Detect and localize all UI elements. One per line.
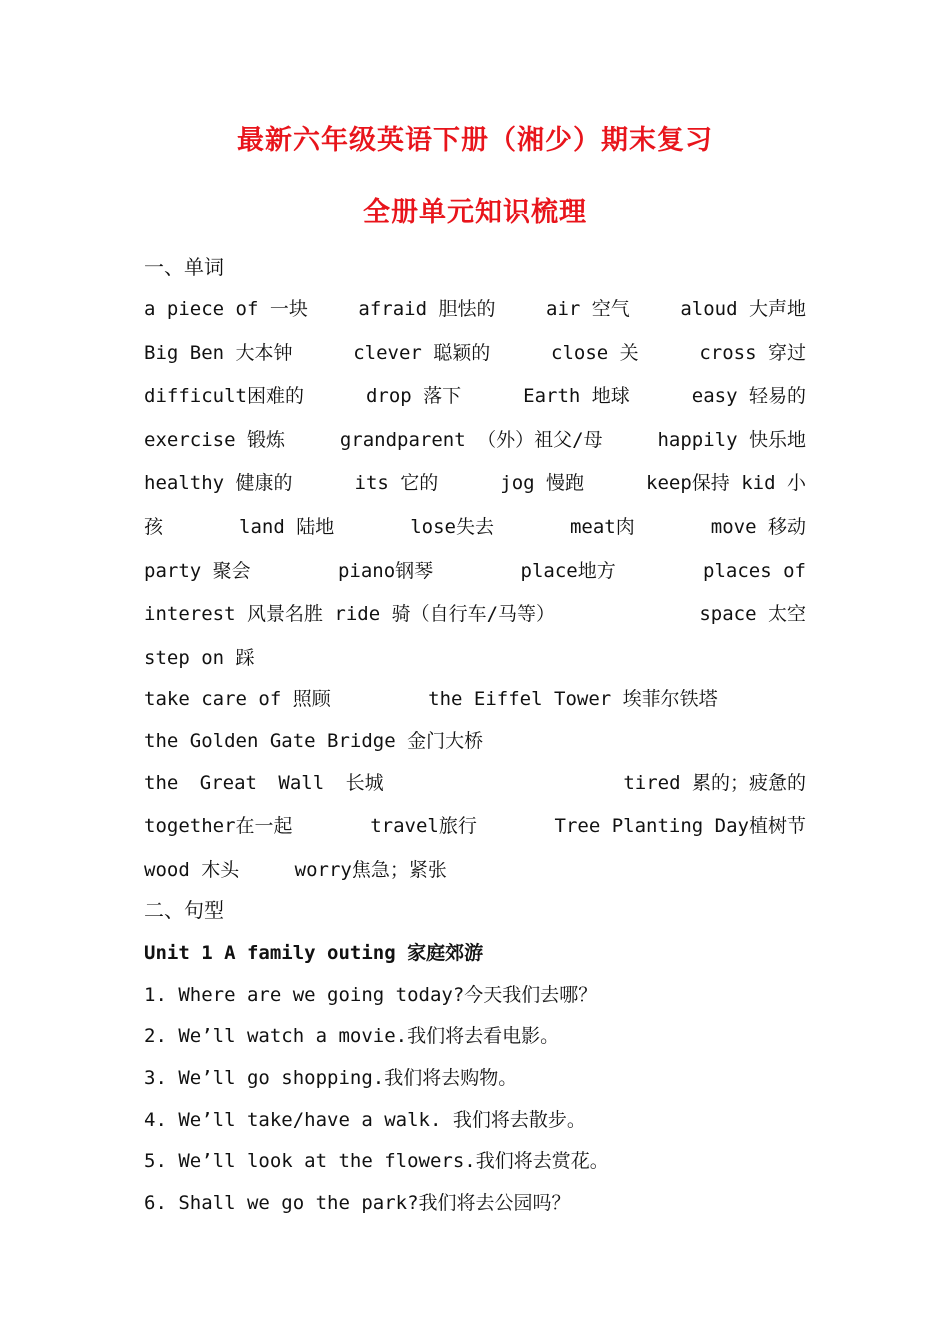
word-entry: drop 落下 [365,385,462,407]
word-entry: interest 风景名胜 ride 骑（自行车/马等） [144,603,556,625]
word-entry: wood 木头 [144,859,240,881]
word-entry: its 它的 [354,472,439,494]
word-entry: close 关 [551,342,639,364]
word-entry: the Great Wall 长城 [144,772,384,794]
word-entry: lose失去 [410,516,494,538]
word-line [144,471,806,495]
word-line [144,858,806,882]
word-line [144,814,806,838]
word-entry: party 聚会 [144,560,251,582]
document-title: 最新六年级英语下册（湘少）期末复习 [237,125,713,156]
word-entry: meat肉 [569,516,635,538]
sentence-item: 2. We’ll watch a movie.我们将去看电影。 [144,1025,560,1047]
word-line [144,341,806,365]
word-entry: healthy 健康的 [144,472,293,494]
word-line [144,559,806,583]
word-entry: grandparent （外）祖父/母 [339,429,603,451]
word-entry: air 空气 [546,298,630,320]
word-entry: move 移动 [710,516,806,538]
word-entry: keep保持 kid 小 [646,472,806,494]
word-entry: difficult困难的 [144,385,304,407]
word-entry: exercise 锻炼 [144,429,285,451]
word-line [144,646,806,670]
word-entry: clever 聪颖的 [353,342,491,364]
word-entry: easy 轻易的 [691,385,806,407]
word-entry: afraid 胆怯的 [358,298,496,320]
word-line [144,297,806,321]
section-heading-words: 一、单词 [144,255,224,279]
word-entry: 孩 [144,516,164,538]
word-line [144,687,806,711]
sentence-item: 4. We’ll take/have a walk. 我们将去散步。 [144,1109,586,1131]
word-entry: tired 累的；疲惫的 [623,772,806,794]
word-entry: places of [703,560,806,582]
word-line [144,515,806,539]
word-entry: the Eiffel Tower 埃菲尔铁塔 [428,688,718,710]
word-line [144,428,806,452]
unit-title: Unit 1 A family outing 家庭郊游 [144,942,484,964]
word-entry: the Golden Gate Bridge 金门大桥 [144,730,484,752]
document-subtitle: 全册单元知识梳理 [363,197,587,228]
word-entry: piano钢琴 [337,560,434,582]
word-entry: worry焦急；紧张 [294,859,447,881]
word-entry: Tree Planting Day植树节 [554,815,806,837]
sentence-item: 5. We’ll look at the flowers.我们将去赏花。 [144,1150,609,1172]
word-entry: a piece of 一块 [144,298,308,320]
word-entry: happily 快乐地 [657,429,806,451]
word-entry: take care of 照顾 [144,688,331,710]
word-entry: space 太空 [699,603,806,625]
word-entry: travel旅行 [370,815,477,837]
word-entry: land 陆地 [239,516,335,538]
word-line [144,729,806,753]
word-entry: cross 穿过 [699,342,806,364]
word-entry: place地方 [520,560,616,582]
word-entry: Big Ben 大本钟 [144,342,293,364]
sentence-item: 1. Where are we going today?今天我们去哪？ [144,984,598,1006]
sentence-item: 6. Shall we go the park?我们将去公园吗？ [144,1192,571,1214]
section-heading-sentences: 二、句型 [144,898,224,922]
word-entry: step on 踩 [144,647,255,669]
word-entry: jog 慢跑 [500,472,585,494]
word-line [144,384,806,408]
sentence-item: 3. We’ll go shopping.我们将去购物。 [144,1067,518,1089]
word-line [144,771,806,795]
word-entry: together在一起 [144,815,293,837]
word-line [144,602,806,626]
word-entry: Earth 地球 [523,385,630,407]
word-entry: aloud 大声地 [680,298,806,320]
